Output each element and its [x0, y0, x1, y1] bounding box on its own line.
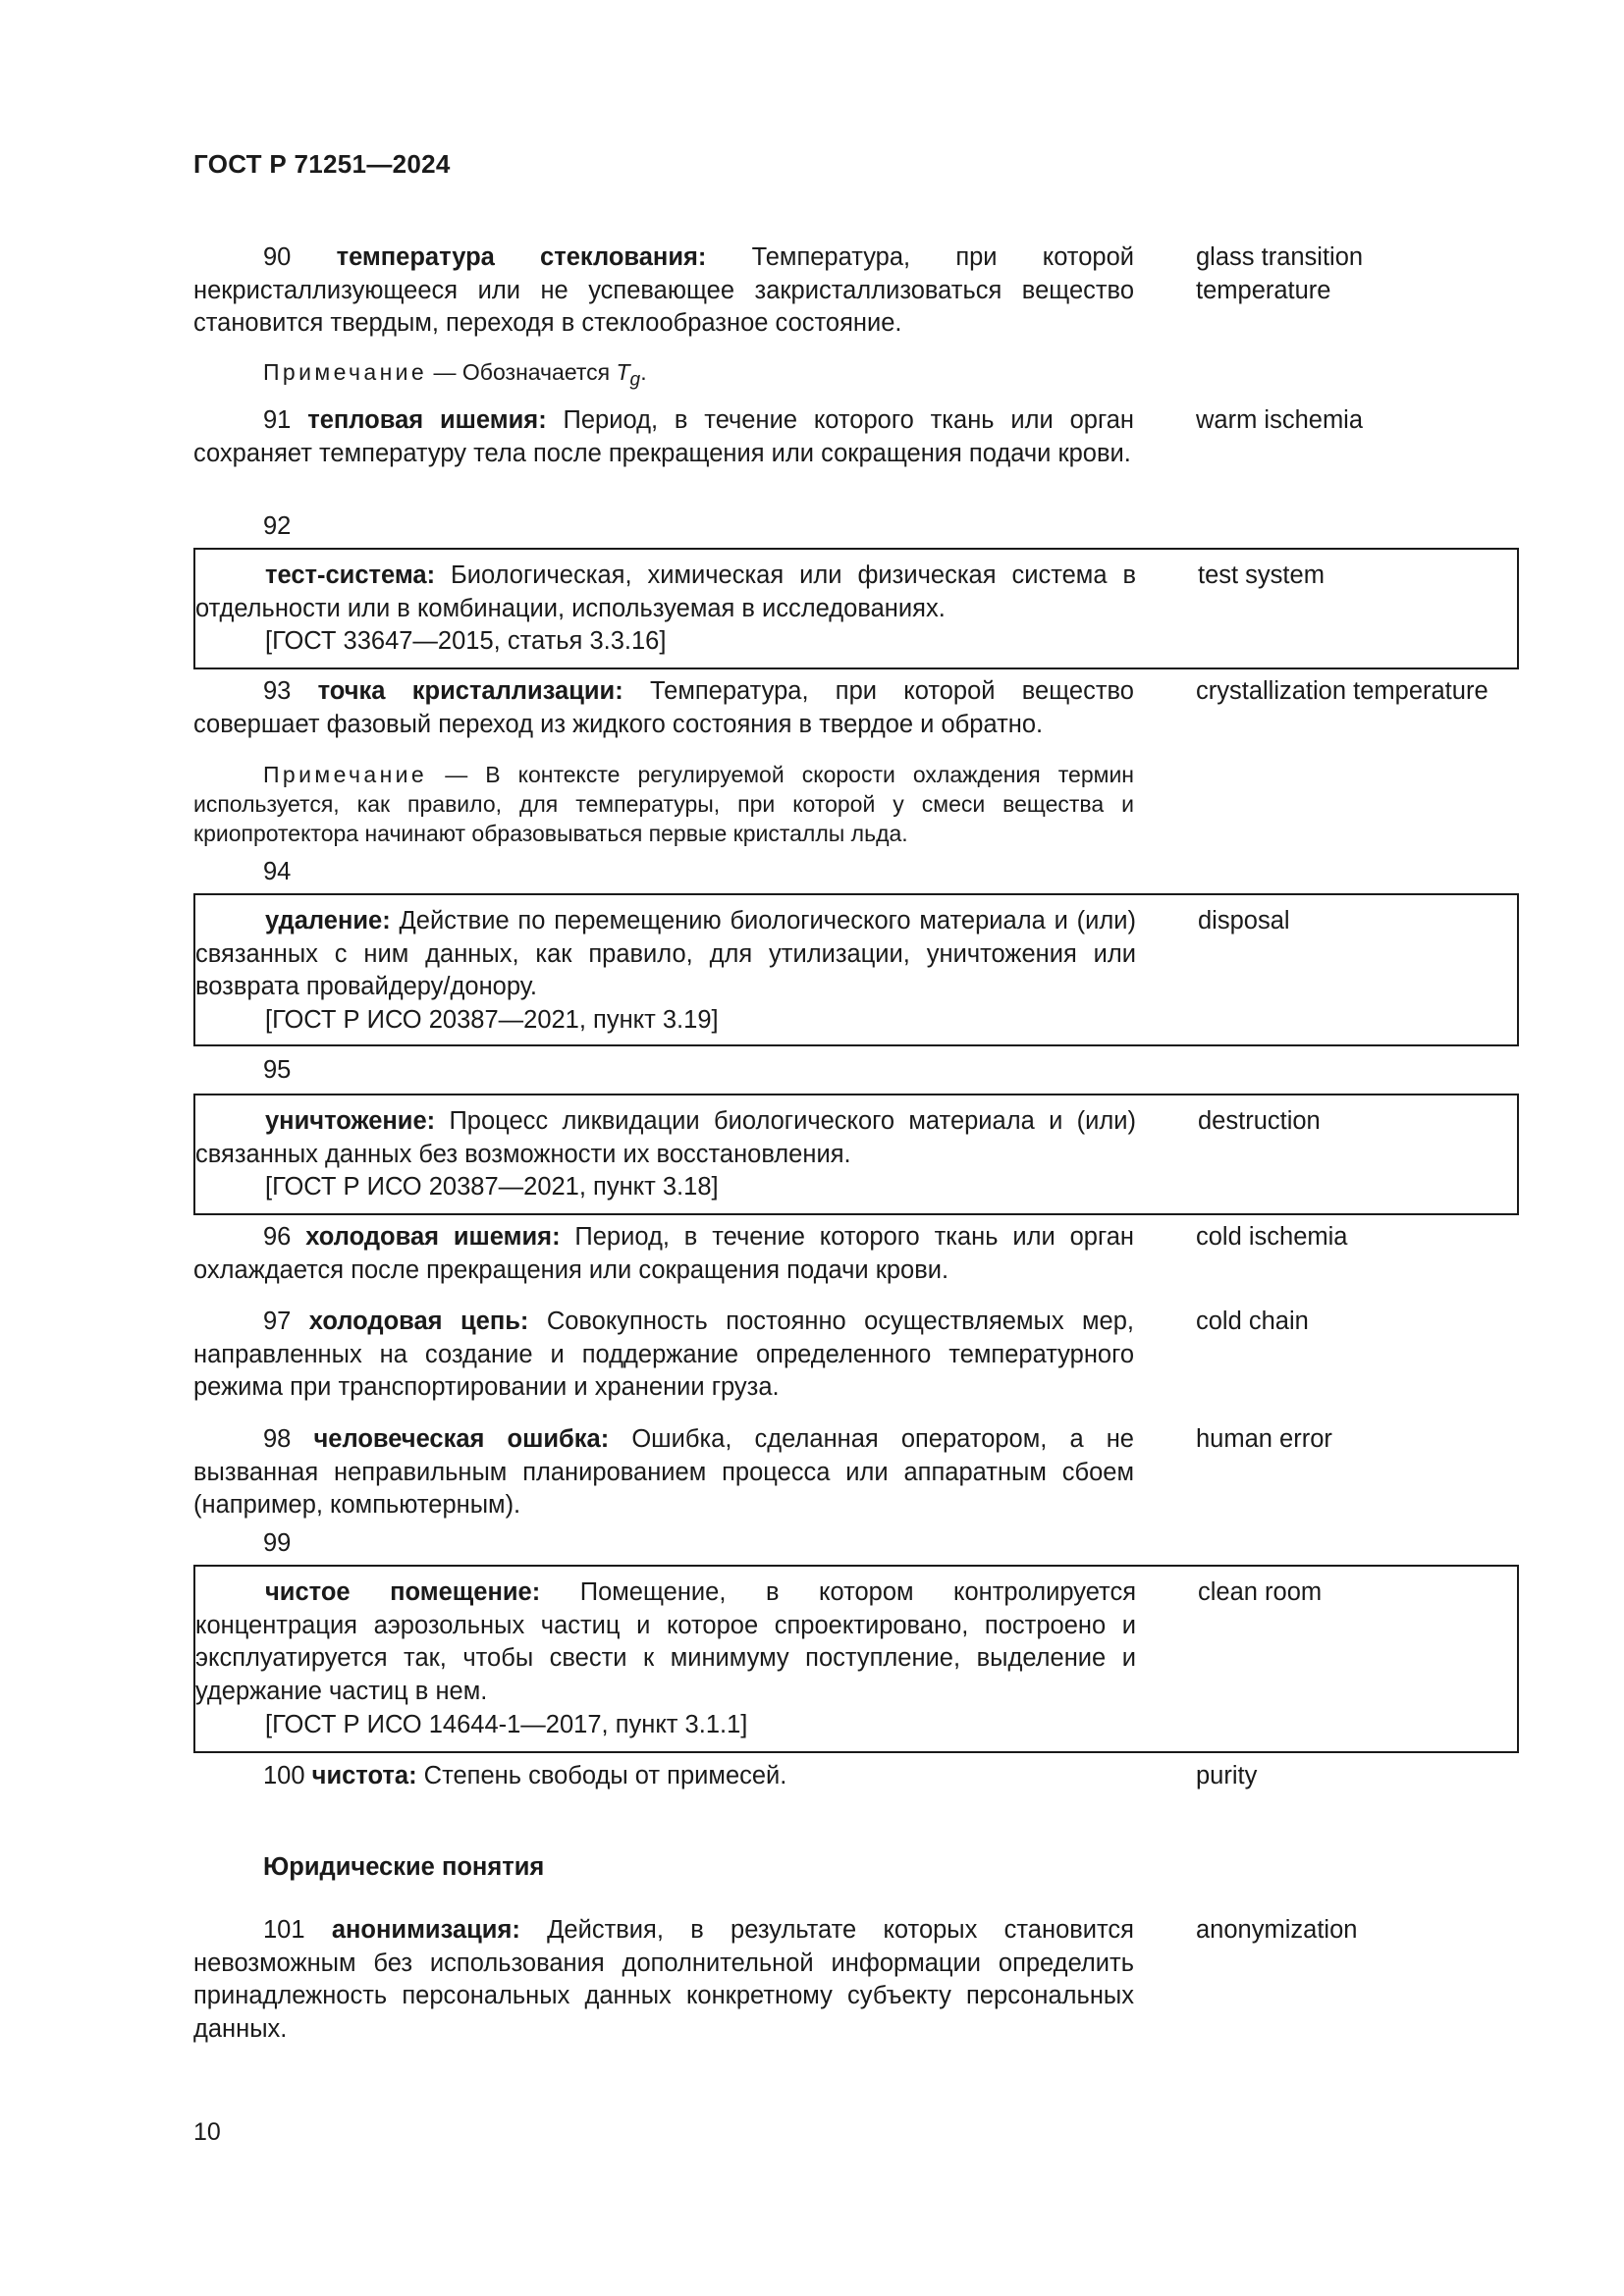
entry-100: 100 чистота: Степень свободы от примесей. [263, 1762, 787, 1789]
entry-98: 98 человеческая ошибка: Ошибка, сделанная оператором, а не вызванная неправильным планированием процесса или аппаратным сбоем (например, компьютерным). [193, 1425, 1134, 1520]
page-header: ГОСТ Р 71251—2024 [193, 149, 451, 179]
term-100: чистота: [311, 1762, 417, 1789]
term-93: точка кристаллизации: [317, 677, 623, 705]
page-number: 10 [193, 2118, 221, 2146]
entry-101: 101 анонимизация: Действия, в результате которых становится невозможным без использования дополнительной информации определить принадлежность персональных данных конкретному субъекту персональных данных. [193, 1916, 1134, 2043]
entry-94: удаление: Действие по перемещению биологического материала и (или) связанных с ним данных, как правило, для утилизации, уничтожения или возврата провайдеру/донору. [195, 907, 1136, 1001]
term-101: анонимизация: [331, 1916, 520, 1944]
note-90: Примечание — Обозначается $T_g$. [263, 359, 647, 391]
en-term-92: test system [1198, 561, 1325, 589]
entry-92: тест-система: Биологическая, химическая или физическая система в отдельности или в комбинации, используемая в исследованиях. [195, 561, 1136, 622]
entry-97: 97 холодовая цепь: Совокупность постоянно осуществляемых мер, направленных на создание и поддержание определенного температурного режима при транспортировании и хранении груза. [193, 1308, 1134, 1402]
term-99: чистое помещение: [265, 1578, 541, 1606]
entry-91: 91 тепловая ишемия: Период, в течение которого ткань или орган сохраняет температуру тела после прекращения или сокращения подачи крови. [193, 406, 1134, 467]
en-term-93: crystallization temperature [1196, 677, 1489, 705]
term-91: тепловая ишемия: [307, 406, 547, 434]
entry-99: чистое помещение: Помещение, в котором контролируется концентрация аэрозольных частиц и которое спроектировано, построено и эксплуатируется так, чтобы свести к минимуму поступление, выделение и удержание частиц в нем. [195, 1578, 1137, 1705]
term-95: уничтожение: [265, 1107, 436, 1135]
en-term-97: cold chain [1196, 1308, 1309, 1335]
boxed-entry-94 [193, 893, 1519, 1046]
term-90: температура стеклования: [336, 243, 707, 271]
entry-number-99: 99 [263, 1529, 292, 1557]
boxed-entry-99 [193, 1565, 1519, 1753]
en-term-100: purity [1196, 1762, 1258, 1789]
entry-96: 96 холодовая ишемия: Период, в течение которого ткань или орган охлаждается после прекращения или сокращения подачи крови. [193, 1223, 1134, 1284]
entry-number-94: 94 [263, 858, 292, 885]
note-93: Примечание — В контексте регулируемой скорости охлаждения термин используется, как правило, для температуры, при которой у смеси вещества и криопротектора начинают образовываться первые кристаллы льда. [193, 762, 1134, 846]
entry-number-95: 95 [263, 1056, 292, 1084]
term-92: тест-система: [265, 561, 436, 589]
en-term-96: cold ischemia [1196, 1223, 1348, 1251]
en-term-94: disposal [1198, 907, 1290, 934]
boxed-entry-92 [193, 548, 1519, 669]
en-term-90: glass transition temperature [1196, 243, 1364, 304]
entry-90: 90 температура стеклования: Температура, при которой некристаллизующееся или не успевающее закристаллизоваться вещество становится твердым, переходя в стеклообразное состояние. [193, 243, 1134, 338]
en-term-91: warm ischemia [1196, 406, 1364, 434]
en-term-101: anonymization [1196, 1916, 1358, 1944]
source-95: [ГОСТ Р ИСО 20387—2021, пункт 3.18] [265, 1173, 719, 1201]
en-term-99: clean room [1198, 1578, 1323, 1606]
source-94: [ГОСТ Р ИСО 20387—2021, пункт 3.19] [265, 1006, 719, 1034]
source-92: [ГОСТ 33647—2015, статья 3.3.16] [265, 627, 667, 655]
term-98: человеческая ошибка: [313, 1425, 610, 1453]
term-97: холодовая цепь: [308, 1308, 529, 1335]
entry-95: уничтожение: Процесс ликвидации биологического материала и (или) связанных данных без возможности их восстановления. [195, 1107, 1136, 1168]
term-96: холодовая ишемия: [305, 1223, 561, 1251]
section-heading: Юридические понятия [263, 1853, 545, 1881]
boxed-entry-95 [193, 1094, 1519, 1215]
en-term-98: human error [1196, 1425, 1332, 1453]
term-94: удаление: [265, 907, 391, 934]
en-term-95: destruction [1198, 1107, 1321, 1135]
entry-number-92: 92 [263, 512, 292, 540]
entry-93: 93 точка кристаллизации: Температура, при которой вещество совершает фазовый переход из жидкого состояния в твердое и обратно. [193, 677, 1134, 738]
source-99: [ГОСТ Р ИСО 14644-1—2017, пункт 3.1.1] [265, 1711, 748, 1738]
